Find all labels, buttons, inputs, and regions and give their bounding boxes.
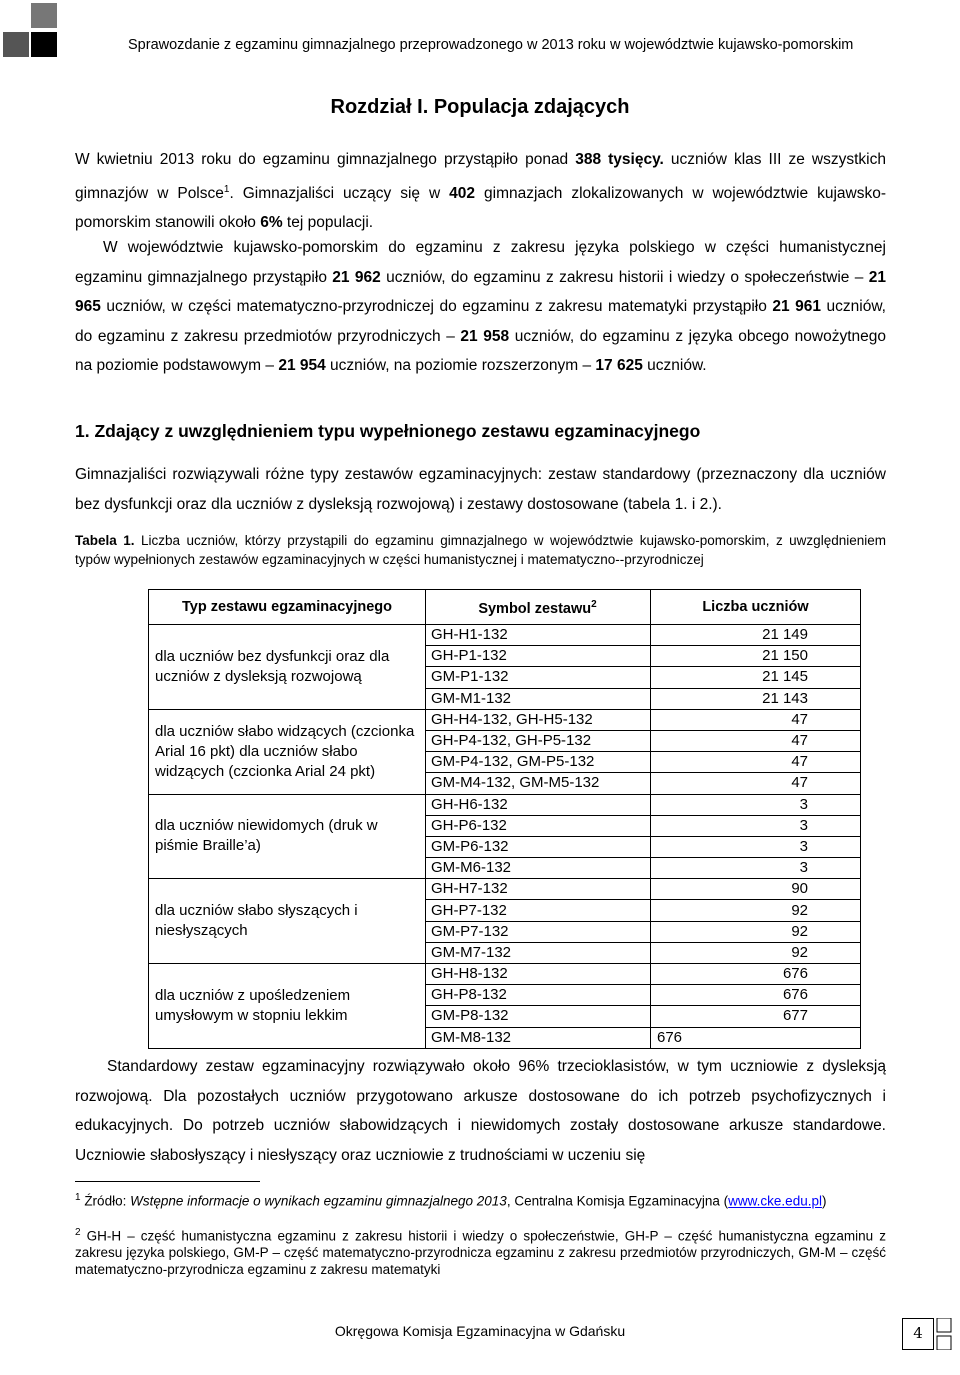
table-row (149, 709, 861, 730)
symbol-cell: GM-M8-132 (426, 1027, 651, 1048)
table-row (149, 794, 861, 815)
count-cell: 21 145 (651, 667, 861, 688)
symbol-cell: GH-H6-132 (426, 794, 651, 815)
footer-text: Okręgowa Komisja Egzaminacyjna w Gdańsku (334, 1323, 626, 1339)
count-cell: 3 (651, 794, 861, 815)
table-row (149, 879, 861, 900)
count-cell: 3 (651, 815, 861, 836)
symbol-cell: GH-P7-132 (426, 900, 651, 921)
count-cell: 92 (651, 942, 861, 963)
symbol-cell: GM-M4-132, GM-M5-132 (426, 773, 651, 794)
symbol-cell: GH-P4-132, GH-P5-132 (426, 730, 651, 751)
paragraph-population: W kwietniu 2013 roku do egzaminu gimnazjalnego przystąpiło ponad 388 tysięcy. uczniów klas III ze wszystkich gimnazjów w Polsce$^1$. Gimnazjaliści uczący się w 402 gimnazjach zlokalizowanych w województwie kujawsko-pomorskim stanowili około 6% tej populacji. (75, 151, 886, 232)
count-cell: 92 (651, 900, 861, 921)
count-cell: 676 (651, 1027, 861, 1048)
header-logo (0, 0, 62, 60)
header-type: Typ zestawu egzaminacyjnego (149, 590, 426, 625)
symbol-cell: GM-M1-132 (426, 688, 651, 709)
set-type-cell: dla uczniów słabo widzących (czcionka Arial 16 pkt) dla uczniów słabo widzących (czcionka Arial 24 pkt) (149, 709, 426, 794)
footnote-separator (75, 1181, 260, 1182)
symbol-cell: GM-M6-132 (426, 858, 651, 879)
count-cell: 90 (651, 879, 861, 900)
symbol-cell: GM-P8-132 (426, 1006, 651, 1027)
exam-sets-table (148, 589, 861, 1049)
count-cell: 47 (651, 730, 861, 751)
set-type-cell: dla uczniów słabo słyszących i niesłyszących (149, 879, 426, 964)
count-cell: 3 (651, 836, 861, 857)
footnote-2: $^2$ GH-H – część humanistyczna egzaminu z zakresu historii i wiedzy o społeczeństwie, GH-P – część humanistyczna egzaminu z zakresu języka polskiego, GM-P – część matematyczno-przyrodnicza egzaminu z zakresu przedmiotów przyrodniczych, GM-M – część matematyczno-przyrodnicza egzaminu z zakresu matematyki (75, 1227, 886, 1277)
count-cell: 47 (651, 752, 861, 773)
symbol-cell: GM-M7-132 (426, 942, 651, 963)
symbol-cell: GH-H4-132, GH-H5-132 (426, 709, 651, 730)
count-cell: 92 (651, 921, 861, 942)
count-cell: 676 (651, 964, 861, 985)
symbol-cell: GH-H8-132 (426, 964, 651, 985)
page-number: 4 (913, 1324, 923, 1342)
table-row (149, 625, 861, 646)
count-cell: 21 150 (651, 646, 861, 667)
footnote-1: $^1$ Źródło: Wstępne informacje o wynikach egzaminu gimnazjalnego 2013, Centralna Komisja Egzaminacyjna (www.cke.edu.pl) (75, 1192, 827, 1209)
symbol-cell: GM-P4-132, GM-P5-132 (426, 752, 651, 773)
table-caption: Tabela 1. Liczba uczniów, którzy przystąpili do egzaminu gimnazjalnego w województwie kujawsko-pomorskim, z uwzględnieniem typów wypełnionych zestawów egzaminacyjnych w części humanistycznej i matematyczno--przyrodniczej (75, 533, 886, 567)
symbol-cell: GH-P8-132 (426, 985, 651, 1006)
set-type-cell: dla uczniów z upośledzeniem umysłowym w stopniu lekkim (149, 964, 426, 1049)
header-symbol: Symbol zestawu$^2$ (426, 590, 651, 625)
symbol-cell: GH-H7-132 (426, 879, 651, 900)
paragraph-test-types: Gimnazjaliści rozwiązywali różne typy zestawów egzaminacyjnych: zestaw standardowy (przeznaczony dla uczniów bez dysfunkcji oraz dla uczniów z dysleksją rozwojową) i zestawy dostosowane (tabela 1. i 2.). (75, 466, 886, 513)
symbol-cell: GM-P6-132 (426, 836, 651, 857)
running-header: Sprawozdanie z egzaminu gimnazjalnego przeprowadzonego w 2013 roku w województwie kujawsko-pomorskim (128, 37, 854, 53)
table-header-row (149, 590, 861, 625)
chapter-title: Rozdział I. Populacja zdających (330, 96, 630, 118)
symbol-cell: GH-P6-132 (426, 815, 651, 836)
symbol-cell: GM-P7-132 (426, 921, 651, 942)
symbol-cell: GH-H1-132 (426, 625, 651, 646)
symbol-cell: GH-P1-132 (426, 646, 651, 667)
count-cell: 21 143 (651, 688, 861, 709)
count-cell: 21 149 (651, 625, 861, 646)
set-type-cell: dla uczniów bez dysfunkcji oraz dla uczniów z dysleksją rozwojową (149, 625, 426, 710)
header-count: Liczba uczniów (651, 590, 861, 625)
table-row (149, 964, 861, 985)
paragraph-standard-set: Standardowy zestaw egzaminacyjny rozwiązywało około 96% trzecioklasistów, w tym uczniowie z dysleksją rozwojową. Dla pozostałych uczniów przygotowano arkusze dostosowane do ich potrzeb psychofizycznych i edukacyjnych. Do potrzeb uczniów słabowidzących i niewidomych zostały dostosowane arkusze standardowe. Uczniowie słabosłyszący i niesłyszący oraz uczniowie z trudnościami w uczeniu się (75, 1058, 886, 1164)
count-cell: 3 (651, 858, 861, 879)
cke-link[interactable]: www.cke.edu.pl (728, 1193, 822, 1209)
count-cell: 676 (651, 985, 861, 1006)
set-type-cell: dla uczniów niewidomych (druk w piśmie Braille’a) (149, 794, 426, 879)
section-title: 1. Zdający z uwzględnieniem typu wypełnionego zestawu egzaminacyjnego (75, 421, 701, 441)
count-cell: 47 (651, 709, 861, 730)
page-corner-marks (936, 1318, 952, 1350)
paragraph-participants: W województwie kujawsko-pomorskim do egzaminu z zakresu języka polskiego w części humanistycznej egzaminu gimnazjalnego przystąpiło 21 962 uczniów, do egzaminu z zakresu historii i wiedzy o społeczeństwie – 21 965 uczniów, w części matematyczno-przyrodniczej do egzaminu z zakresu matematyki przystąpiło 21 961 uczniów, do egzaminu z zakresu przedmiotów przyrodniczych – 21 958 uczniów, do egzaminu z języka obcego nowożytnego na poziomie podstawowym – 21 954 uczniów, na poziomie rozszerzonym – 17 625 uczniów. (75, 239, 886, 375)
count-cell: 47 (651, 773, 861, 794)
count-cell: 677 (651, 1006, 861, 1027)
symbol-cell: GM-P1-132 (426, 667, 651, 688)
page-number-box (902, 1318, 934, 1350)
